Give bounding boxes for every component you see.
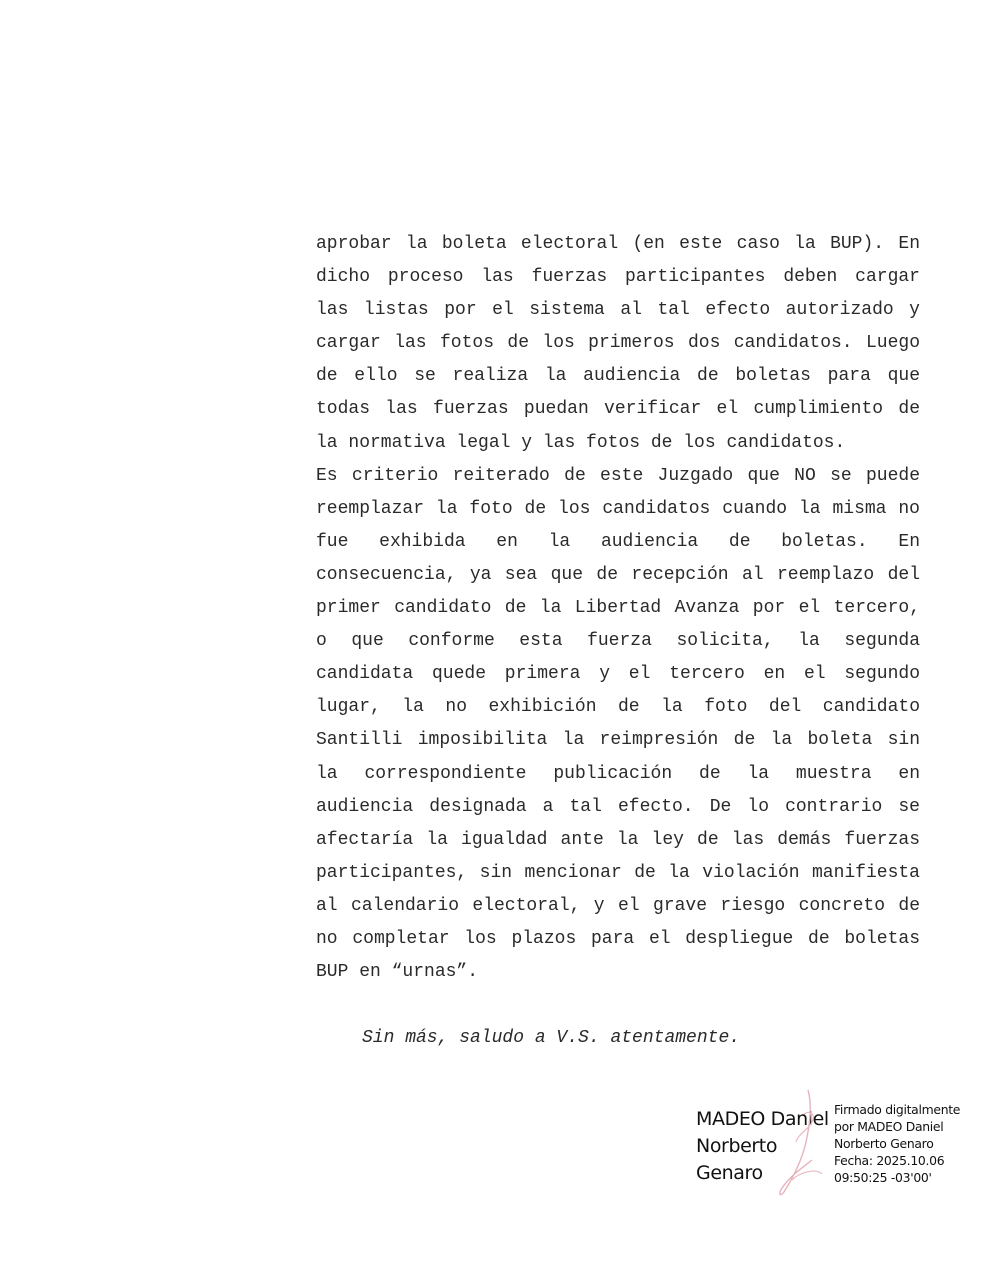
signer-name-line-2: Norberto [696, 1135, 778, 1157]
document-body [316, 228, 920, 989]
signature-details [834, 1102, 960, 1187]
signature-detail-line-3: Norberto Genaro [834, 1135, 934, 1151]
signature-detail-line-5: 09:50:25 -03'00' [834, 1169, 932, 1185]
signature-detail-line-2: por MADEO Daniel [834, 1118, 944, 1134]
signature-detail-line-4: Fecha: 2025.10.06 [834, 1152, 945, 1168]
signature-detail-line-1: Firmado digitalmente [834, 1102, 961, 1117]
signer-name-line-3: Genaro [696, 1162, 763, 1184]
closing-salutation: Sin más, saludo a V.S. atentamente. [362, 1028, 741, 1048]
signature-mark-icon [776, 1084, 836, 1200]
paragraph-2: Es criterio reiterado de este Juzgado que NO se puede reemplazar la foto de los candidatos cuando la misma no fue exhibida en la audiencia de boletas. En consecuencia, ya sea que de recepción al reemplazo del primer candidato de la Libertad Avanza por el tercero, o que conforme esta fuerza solicita, la segunda candidata quede primera y el tercero en el segundo lugar, la no exhibición de la foto del candidato Santilli imposibilita la reimpresión de la boleta sin la correspondiente publicación de la muestra en audiencia designada a tal efecto. De lo contrario se afectaría la igualdad ante la ley de las demás fuerzas participantes, sin mencionar de la violación manifiesta al calendario electoral, y el grave riesgo concreto de no completar los plazos para el despliegue de boletas BUP en “urnas”. [316, 465, 920, 983]
signer-name-line-1: MADEO Daniel [696, 1108, 829, 1130]
paragraph-1: aprobar la boleta electoral (en este caso la BUP). En dicho proceso las fuerzas participantes deben cargar las listas por el sistema al tal efecto autorizado y cargar las fotos de los primeros dos candidatos. Luego de ello se realiza la audiencia de boletas para que todas las fuerzas puedan verificar el cumplimiento de la normativa legal y las fotos de los candidatos. [316, 234, 920, 453]
digital-signature [694, 1098, 974, 1208]
